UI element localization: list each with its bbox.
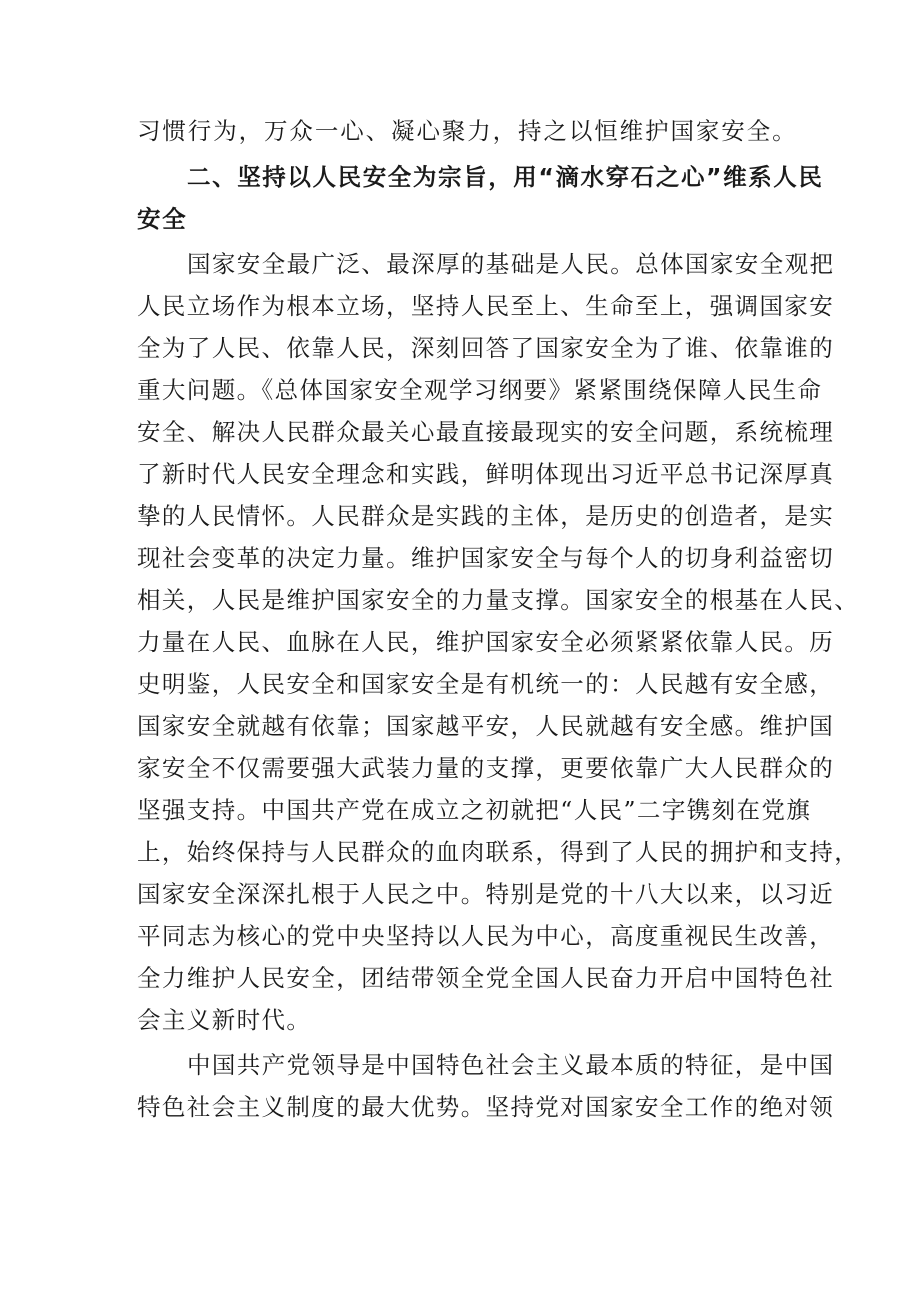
paragraph1-line-12: 国家安全就越有依靠；国家越平安，人民就越有安全感。维护国 bbox=[137, 712, 835, 740]
paragraph1-line-10: 力量在人民、血脉在人民，维护国家安全必须紧紧依靠人民。历 bbox=[137, 628, 835, 656]
paragraph1-line-3: 全为了人民、依靠人民，深刻回答了国家安全为了谁、依靠谁的 bbox=[137, 334, 835, 362]
paragraph1-line-18: 全力维护人民安全，团结带领全党全国人民奋力开启中国特色社 bbox=[137, 964, 835, 992]
paragraph1-line-16: 国家安全深深扎根于人民之中。特别是党的十八大以来，以习近 bbox=[137, 880, 835, 908]
paragraph1-line-7: 挚的人民情怀。人民群众是实践的主体，是历史的创造者，是实 bbox=[137, 502, 835, 530]
paragraph1-line-5: 安全、解决人民群众最关心最直接最现实的安全问题，系统梳理 bbox=[137, 418, 835, 446]
paragraph1-line-14: 坚强支持。中国共产党在成立之初就把“人民”二字镌刻在党旗 bbox=[137, 796, 812, 824]
paragraph2-line-1: 中国共产党领导是中国特色社会主义最本质的特征，是中国 bbox=[187, 1051, 835, 1079]
continuation-line: 习惯行为，万众一心、凝心聚力，持之以恒维护国家安全。 bbox=[137, 117, 797, 145]
paragraph1-line-13: 家安全不仅需要强大武装力量的支撑，更要依靠广大人民群众的 bbox=[137, 754, 835, 782]
section-heading-line-1: 二、坚持以人民安全为宗旨，用“滴水穿石之心”维系人民 bbox=[187, 163, 824, 191]
paragraph1-line-15: 上，始终保持与人民群众的血肉联系，得到了人民的拥护和支持， bbox=[137, 838, 860, 866]
paragraph1-line-4: 重大问题。《总体国家安全观学习纲要》紧紧围绕保障人民生命 bbox=[137, 376, 823, 404]
paragraph1-line-17: 平同志为核心的党中央坚持以人民为中心，高度重视民生改善， bbox=[137, 922, 835, 950]
section-heading-line-2: 安全 bbox=[137, 205, 188, 233]
paragraph1-line-8: 现社会变革的决定力量。维护国家安全与每个人的切身利益密切 bbox=[137, 544, 835, 572]
paragraph1-line-11: 史明鉴，人民安全和国家安全是有机统一的：人民越有安全感， bbox=[137, 670, 835, 698]
paragraph1-line-19: 会主义新时代。 bbox=[137, 1006, 312, 1034]
paragraph1-line-6: 了新时代人民安全理念和实践，鲜明体现出习近平总书记深厚真 bbox=[137, 460, 835, 488]
paragraph2-line-2: 特色社会主义制度的最大优势。坚持党对国家安全工作的绝对领 bbox=[137, 1093, 835, 1121]
paragraph1-line-2: 人民立场作为根本立场，坚持人民至上、生命至上，强调国家安 bbox=[137, 292, 835, 320]
paragraph1-line-1: 国家安全最广泛、最深厚的基础是人民。总体国家安全观把 bbox=[187, 250, 835, 278]
paragraph1-line-9: 相关，人民是维护国家安全的力量支撑。国家安全的根基在人民、 bbox=[137, 586, 860, 614]
